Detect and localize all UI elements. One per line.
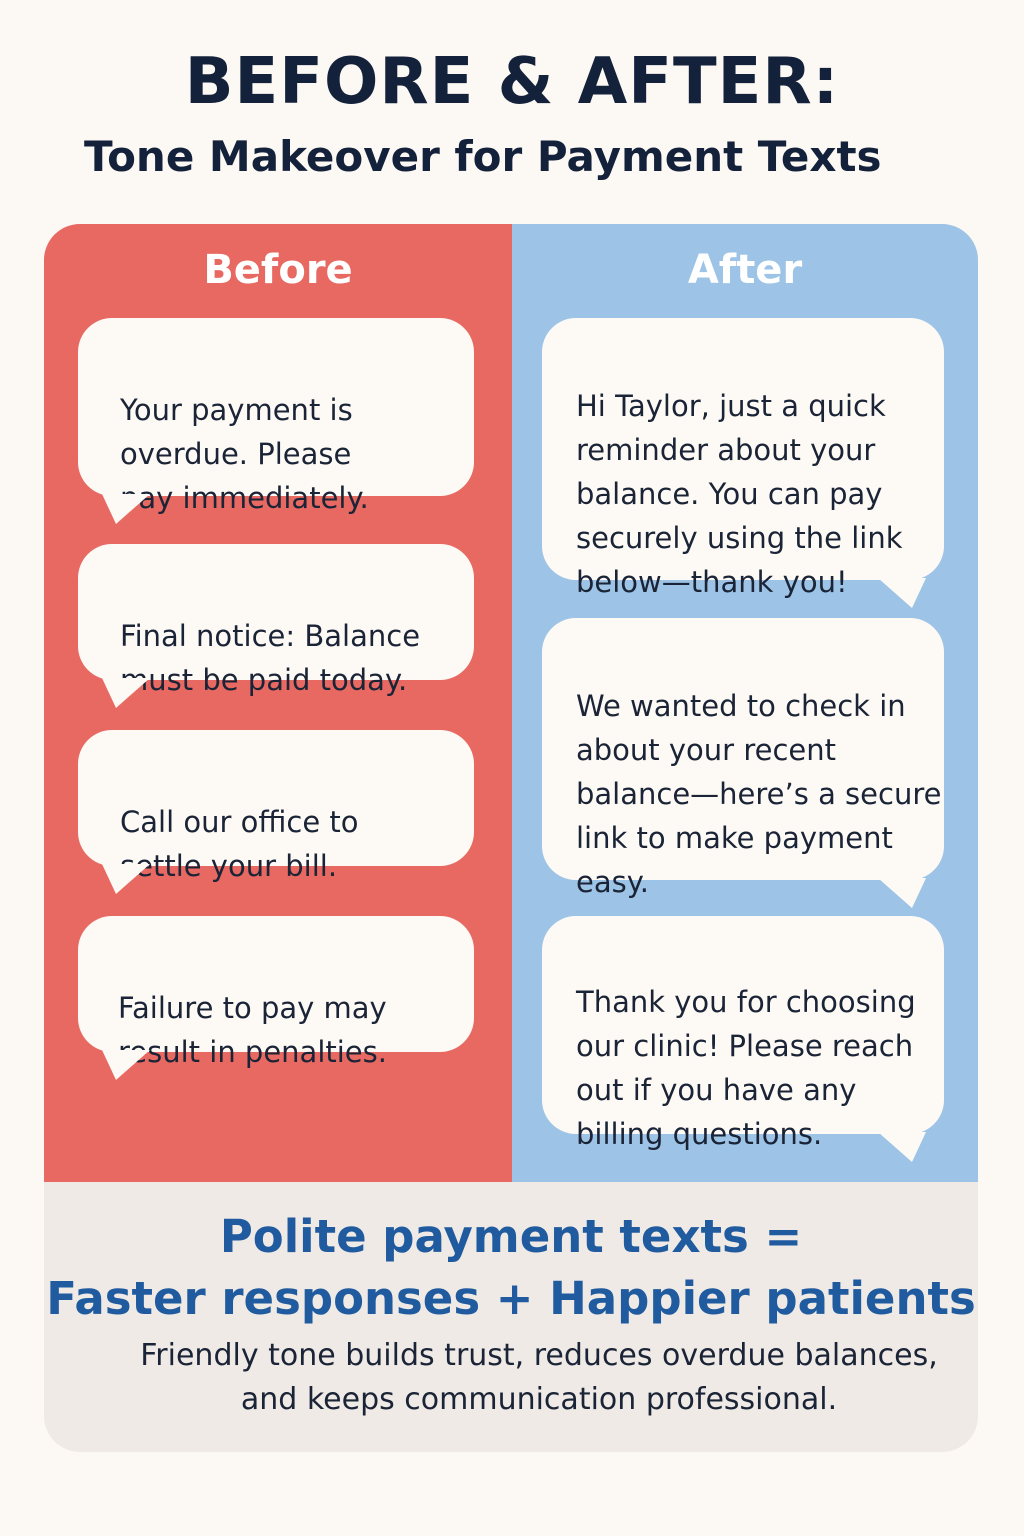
after-message-2 — [542, 618, 944, 899]
after-message-2-tail — [878, 878, 926, 908]
page-subtitle: Tone Makeover for Payment Texts — [84, 132, 882, 181]
before-message-3 — [78, 730, 474, 883]
before-message-4 — [78, 916, 474, 1069]
after-message-3-tail — [878, 1132, 926, 1162]
before-message-2-tail — [102, 678, 150, 708]
after-message-1-text: Hi Taylor, just a quick reminder about your balance. You can pay securely using the link below—thank you! — [576, 389, 903, 599]
before-message-3-text: Call our office to settle your bill. — [120, 805, 359, 883]
comparison-panel — [44, 224, 978, 1452]
before-message-2 — [78, 544, 474, 697]
after-message-1-tail — [878, 578, 926, 608]
footer-headline: Polite payment texts = Faster responses + Happier patients — [46, 1210, 976, 1325]
before-message-1 — [78, 318, 474, 515]
before-message-1-text: Your payment is overdue. Please pay immediately. — [120, 393, 369, 515]
before-heading: Before — [203, 247, 353, 293]
after-message-2-text: We wanted to check in about your recent balance—here’s a secure link to make payment easy. — [576, 689, 942, 899]
before-message-4-text: Failure to pay may result in penalties. — [118, 991, 387, 1069]
footer-body-text: Friendly tone builds trust, reduces overdue balances, and keeps communication professional. — [140, 1338, 938, 1417]
after-message-3-text: Thank you for choosing our clinic! Please reach out if you have any billing questions. — [576, 985, 916, 1151]
page-title: BEFORE & AFTER: — [184, 45, 840, 119]
after-message-1 — [542, 318, 944, 599]
after-heading: After — [687, 247, 803, 293]
before-message-4-tail — [102, 1050, 150, 1080]
before-message-1-tail — [102, 494, 150, 524]
after-column — [512, 224, 978, 1182]
before-column — [44, 224, 512, 1182]
before-message-2-text: Final notice: Balance must be paid today. — [120, 619, 421, 697]
after-message-3 — [542, 916, 944, 1151]
before-message-3-tail — [102, 864, 150, 894]
